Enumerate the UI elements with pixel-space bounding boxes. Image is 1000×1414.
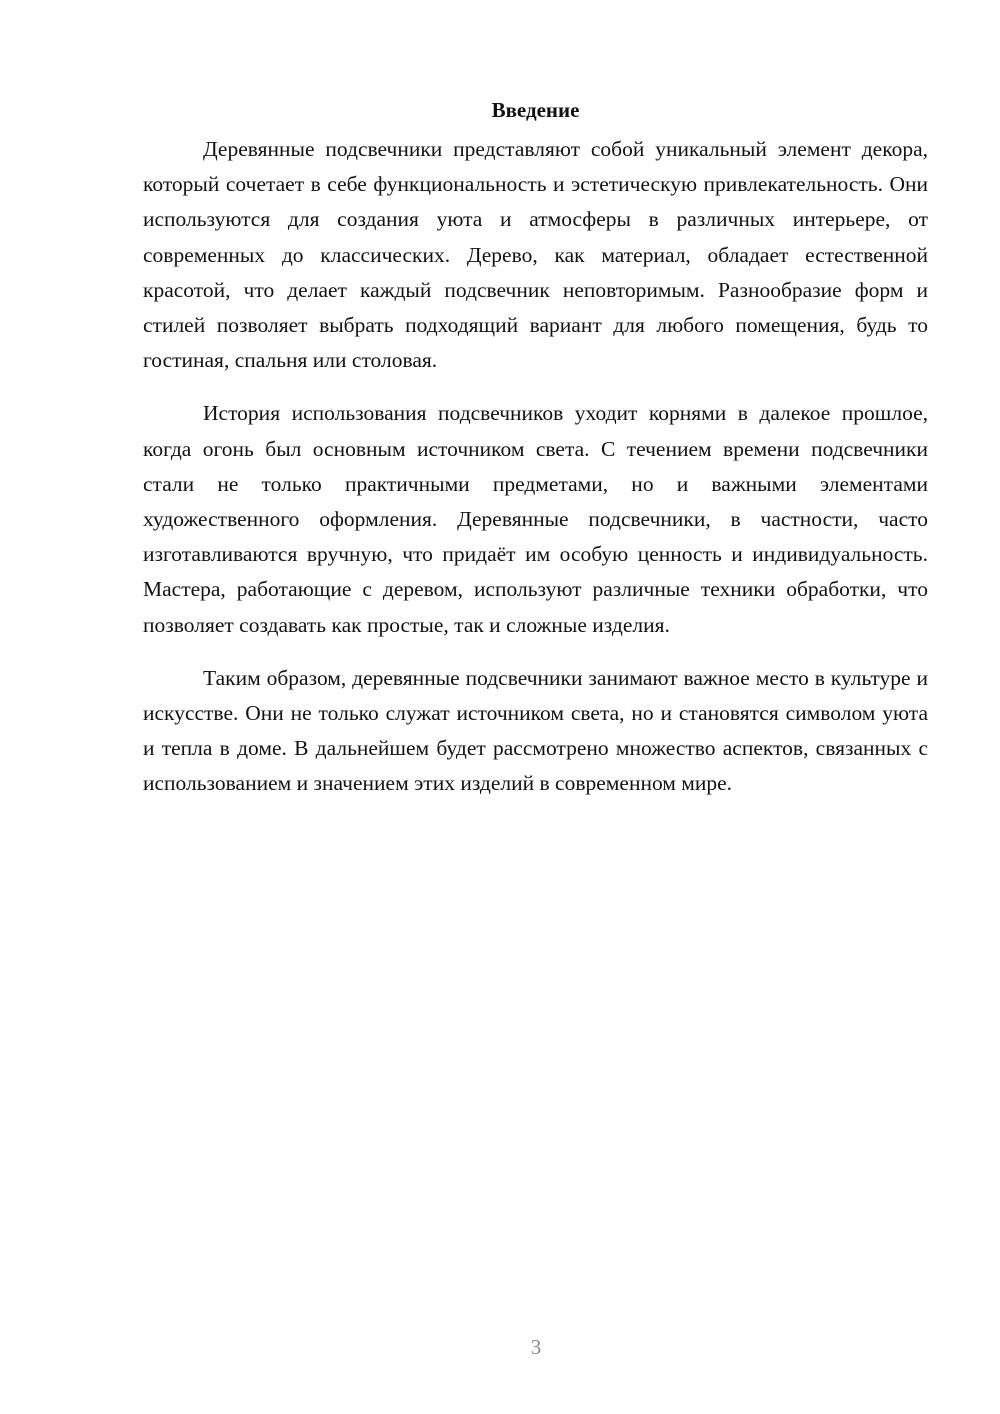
section-heading: Введение: [491, 98, 580, 122]
page-content: [143, 92, 928, 820]
paragraph-2: История использования подсвечников уходит корнями в далекое прошлое, когда огонь был основным источником света. С течением времени подсвечники стали не только практичными предметами, но и важными элементами художественного оформления. Деревянные подсвечники, в частности, часто изготавливаются вручную, что придаёт им особую ценность и индивидуальность. Мастера, работающие с деревом, используют различные техники обработки, что позволяет создавать как простые, так и сложные изделия.: [143, 401, 928, 637]
page-number: 3: [530, 1335, 542, 1359]
paragraph-3: Таким образом, деревянные подсвечники занимают важное место в культуре и искусстве. Они не только служат источником света, но и становятся символом уюта и тепла в доме. В дальнейшем будет рассмотрено множество аспектов, связанных с использованием и значением этих изделий в современном мире.: [143, 665, 928, 796]
paragraph-1: Деревянные подсвечники представляют собой уникальный элемент декора, который сочетает в себе функциональность и эстетическую привлекательность. Они используются для создания уюта и атмосферы в различных интерьере, от современных до классических. Дерево, как материал, обладает естественной красотой, что делает каждый подсвечник неповторимым. Разнообразие форм и стилей позволяет выбрать подходящий вариант для любого помещения, будь то гостиная, спальня или столовая.: [143, 137, 928, 373]
